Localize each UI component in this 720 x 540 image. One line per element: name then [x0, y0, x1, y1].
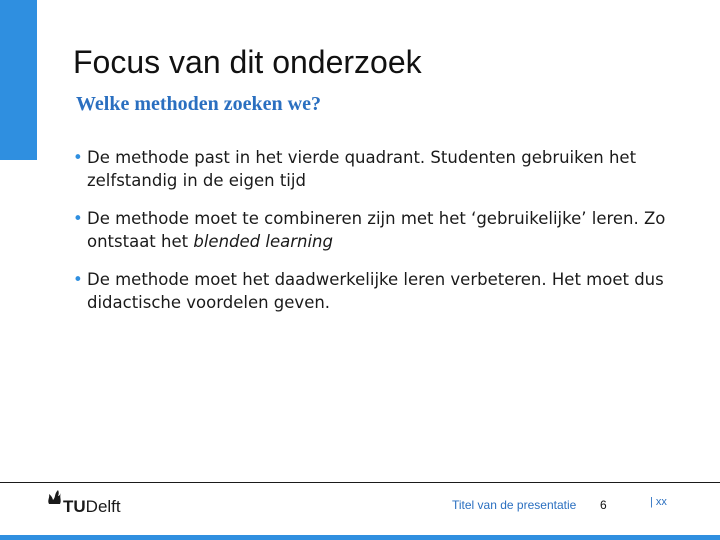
bullet-item — [70, 207, 690, 253]
tu-delft-logo — [63, 497, 121, 517]
bullet-marker: • — [73, 148, 83, 167]
bullet-marker: • — [73, 209, 83, 228]
bullet-text: De methode moet het daadwerkelijke leren verbeteren. Het moet dus didactische voordelen geven. — [87, 270, 664, 312]
page-number: 6 — [600, 498, 607, 512]
bullet-item — [70, 268, 690, 314]
bullet-text: De methode past in het vierde quadrant. Studenten gebruiken het zelfstandig in de eigen tijd — [87, 148, 637, 190]
bullet-item — [70, 146, 690, 192]
footer-presentation-title: Titel van de presentatie — [452, 498, 577, 512]
slide-title: Focus van dit onderzoek — [73, 44, 422, 80]
accent-bar — [0, 0, 37, 160]
bullet-marker: • — [73, 270, 83, 289]
slide-subtitle: Welke methoden zoeken we? — [76, 93, 321, 115]
footer-accent-bar — [0, 535, 720, 540]
logo-suffix: Delft — [85, 497, 121, 516]
bullet-emphasis: blended learning — [193, 232, 333, 251]
bullet-list — [70, 146, 690, 329]
logo-prefix: TU — [63, 497, 86, 516]
footer-extra: | xx — [650, 496, 667, 508]
footer-divider — [0, 482, 720, 483]
bullet-text: De methode moet te combineren zijn met het ‘gebruikelijke’ leren. Zo ontstaat het — [87, 209, 666, 251]
